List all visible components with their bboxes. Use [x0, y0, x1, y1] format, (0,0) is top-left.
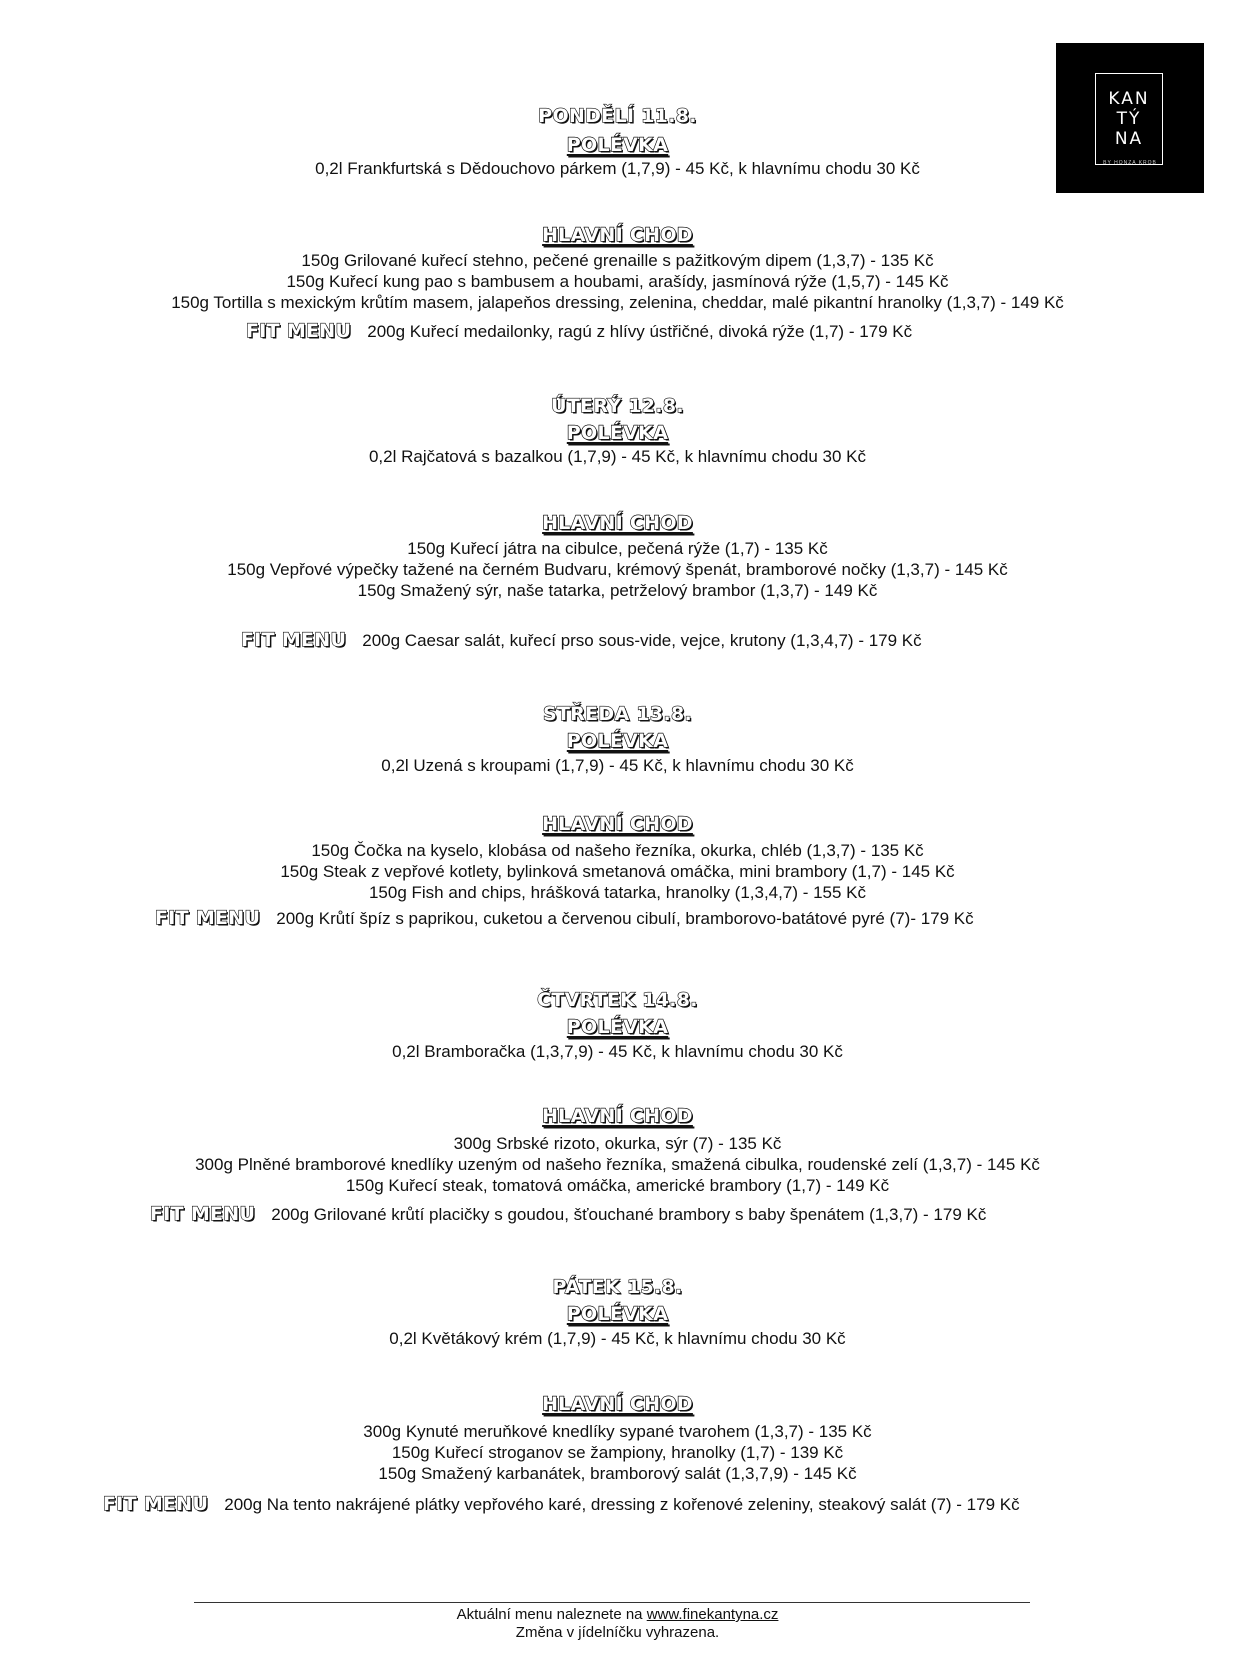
- main-dish: 300g Plněné bramborové knedlíky uzeným od našeho řezníka, smažená cibulka, roudenské zelí (1,3,7) - 145 Kč: [195, 1155, 1040, 1174]
- soup-wednesday: 0,2l Uzená s kroupami (1,7,9) - 45 Kč, k hlavnímu chodu 30 Kč: [381, 756, 854, 775]
- main-dish: 300g Srbské rizoto, okurka, sýr (7) - 135 Kč: [453, 1134, 782, 1153]
- soup-heading-text: POLÉVKA: [566, 1016, 669, 1038]
- soup-heading-text: POLÉVKA: [566, 1303, 669, 1325]
- logo-line-3: NA: [1114, 129, 1144, 149]
- fit-menu-wednesday: [155, 907, 974, 930]
- day-title-tuesday: ÚTERÝ 12.8.: [551, 395, 684, 417]
- day-title-monday: PONDĚLÍ 11.8.: [538, 105, 697, 127]
- main-heading-text: HLAVNÍ CHOD: [542, 1393, 693, 1415]
- fit-menu-thursday: [150, 1203, 986, 1226]
- fit-menu-dish: 200g Kuřecí medailonky, ragú z hlívy ústřičné, divoká rýže (1,7) - 179 Kč: [367, 322, 913, 341]
- main-dish: 150g Kuřecí stroganov se žampiony, hranolky (1,7) - 139 Kč: [391, 1443, 844, 1462]
- fit-menu-label: FIT MENU: [246, 320, 352, 342]
- main-heading-wednesday: [0, 812, 1235, 836]
- soup-heading-wednesday: [0, 729, 1235, 753]
- main-heading-text: HLAVNÍ CHOD: [542, 813, 693, 835]
- main-heading-tuesday: [0, 511, 1235, 535]
- fit-menu-label: FIT MENU: [103, 1493, 209, 1515]
- main-heading-thursday: [0, 1104, 1235, 1128]
- footer-line: [0, 1606, 1235, 1623]
- fit-menu-dish: 200g Caesar salát, kuřecí prso sous-vide, vejce, krutony (1,3,4,7) - 179 Kč: [362, 631, 922, 650]
- soup-monday: 0,2l Frankfurtská s Dědouchovo párkem (1,7,9) - 45 Kč, k hlavnímu chodu 30 Kč: [315, 159, 920, 178]
- fit-menu-tuesday: [241, 629, 922, 652]
- main-dish: 150g Steak z vepřové kotlety, bylinková smetanová omáčka, mini brambory (1,7) - 145 Kč: [280, 862, 955, 881]
- main-dish: 150g Čočka na kyselo, klobása od našeho řezníka, okurka, chléb (1,3,7) - 135 Kč: [311, 841, 924, 860]
- soup-friday: 0,2l Květákový krém (1,7,9) - 45 Kč, k hlavnímu chodu 30 Kč: [389, 1329, 846, 1348]
- fit-menu-dish: 200g Grilované krůtí placičky s goudou, šťouchané brambory s baby špenátem (1,3,7) - 179 Kč: [271, 1205, 987, 1224]
- main-dish: 300g Kynuté meruňkové knedlíky sypané tvarohem (1,3,7) - 135 Kč: [363, 1422, 872, 1441]
- footer-note: Změna v jídelníčku vyhrazena.: [515, 1624, 720, 1641]
- main-heading-monday: [0, 223, 1235, 247]
- soup-heading-text: POLÉVKA: [566, 730, 669, 752]
- fit-menu-friday: [103, 1493, 1020, 1516]
- main-dish: 150g Kuřecí steak, tomatová omáčka, americké brambory (1,7) - 149 Kč: [345, 1176, 890, 1195]
- soup-heading-thursday: [0, 1015, 1235, 1039]
- main-heading-text: HLAVNÍ CHOD: [542, 224, 693, 246]
- main-dish: 150g Smažený sýr, naše tatarka, petrželový brambor (1,3,7) - 149 Kč: [357, 581, 878, 600]
- fit-menu-label: FIT MENU: [150, 1203, 256, 1225]
- day-title-wednesday: STŘEDA 13.8.: [542, 703, 693, 725]
- day-title-thursday: ČTVRTEK 14.8.: [537, 989, 698, 1011]
- main-dish: 150g Smažený karbanátek, bramborový salát (1,3,7,9) - 145 Kč: [378, 1464, 857, 1483]
- fit-menu-dish: 200g Krůtí špíz s paprikou, cuketou a červenou cibulí, bramborovo-batátové pyré (7)- 179 Kč: [276, 909, 974, 928]
- soup-tuesday: 0,2l Rajčatová s bazalkou (1,7,9) - 45 Kč, k hlavnímu chodu 30 Kč: [368, 447, 867, 466]
- main-dish: 150g Fish and chips, hrášková tatarka, hranolky (1,3,4,7) - 155 Kč: [368, 883, 867, 902]
- fit-menu-label: FIT MENU: [241, 629, 347, 651]
- main-dish: 150g Kuřecí játra na cibulce, pečená rýže (1,7) - 135 Kč: [407, 539, 828, 558]
- soup-heading-friday: [0, 1302, 1235, 1326]
- soup-thursday: 0,2l Bramboračka (1,3,7,9) - 45 Kč, k hlavnímu chodu 30 Kč: [392, 1042, 843, 1061]
- main-dish: 150g Kuřecí kung pao s bambusem a houbami, arašídy, jasmínová rýže (1,5,7) - 145 Kč: [286, 272, 949, 291]
- website-link[interactable]: www.finekantyna.cz: [646, 1606, 779, 1623]
- soup-heading-tuesday: [0, 421, 1235, 445]
- soup-heading-monday: [0, 133, 1235, 157]
- main-dish: 150g Vepřové výpečky tažené na černém Budvaru, krémový špenát, bramborové nočky (1,3,7) - 145 Kč: [227, 560, 1008, 579]
- main-dish: 150g Grilované kuřecí stehno, pečené grenaille s pažitkovým dipem (1,3,7) - 135 Kč: [301, 251, 934, 270]
- soup-heading-text: POLÉVKA: [566, 422, 669, 444]
- logo-tagline: BY HONZA KROB: [1103, 160, 1157, 166]
- fit-menu-monday: [246, 320, 912, 343]
- fit-menu-label: FIT MENU: [155, 907, 261, 929]
- main-heading-friday: [0, 1392, 1235, 1416]
- footer-divider: [194, 1602, 1030, 1603]
- main-dish: 150g Tortilla s mexickým krůtím masem, jalapeňos dressing, zelenina, cheddar, malé pikantní hranolky (1,3,7) - 149 Kč: [171, 293, 1064, 312]
- main-heading-text: HLAVNÍ CHOD: [542, 1105, 693, 1127]
- logo-line-1: KAN: [1108, 89, 1150, 109]
- main-heading-text: HLAVNÍ CHOD: [542, 512, 693, 534]
- logo-line-2: TÝ: [1116, 109, 1142, 129]
- footer-text: Aktuální menu naleznete na: [456, 1606, 643, 1623]
- day-title-friday: PÁTEK 15.8.: [552, 1276, 683, 1298]
- fit-menu-dish: 200g Na tento nakrájené plátky vepřového karé, dressing z kořenové zeleniny, steakový salát (7) - 179 Kč: [224, 1495, 1020, 1514]
- soup-heading-text: POLÉVKA: [566, 134, 669, 156]
